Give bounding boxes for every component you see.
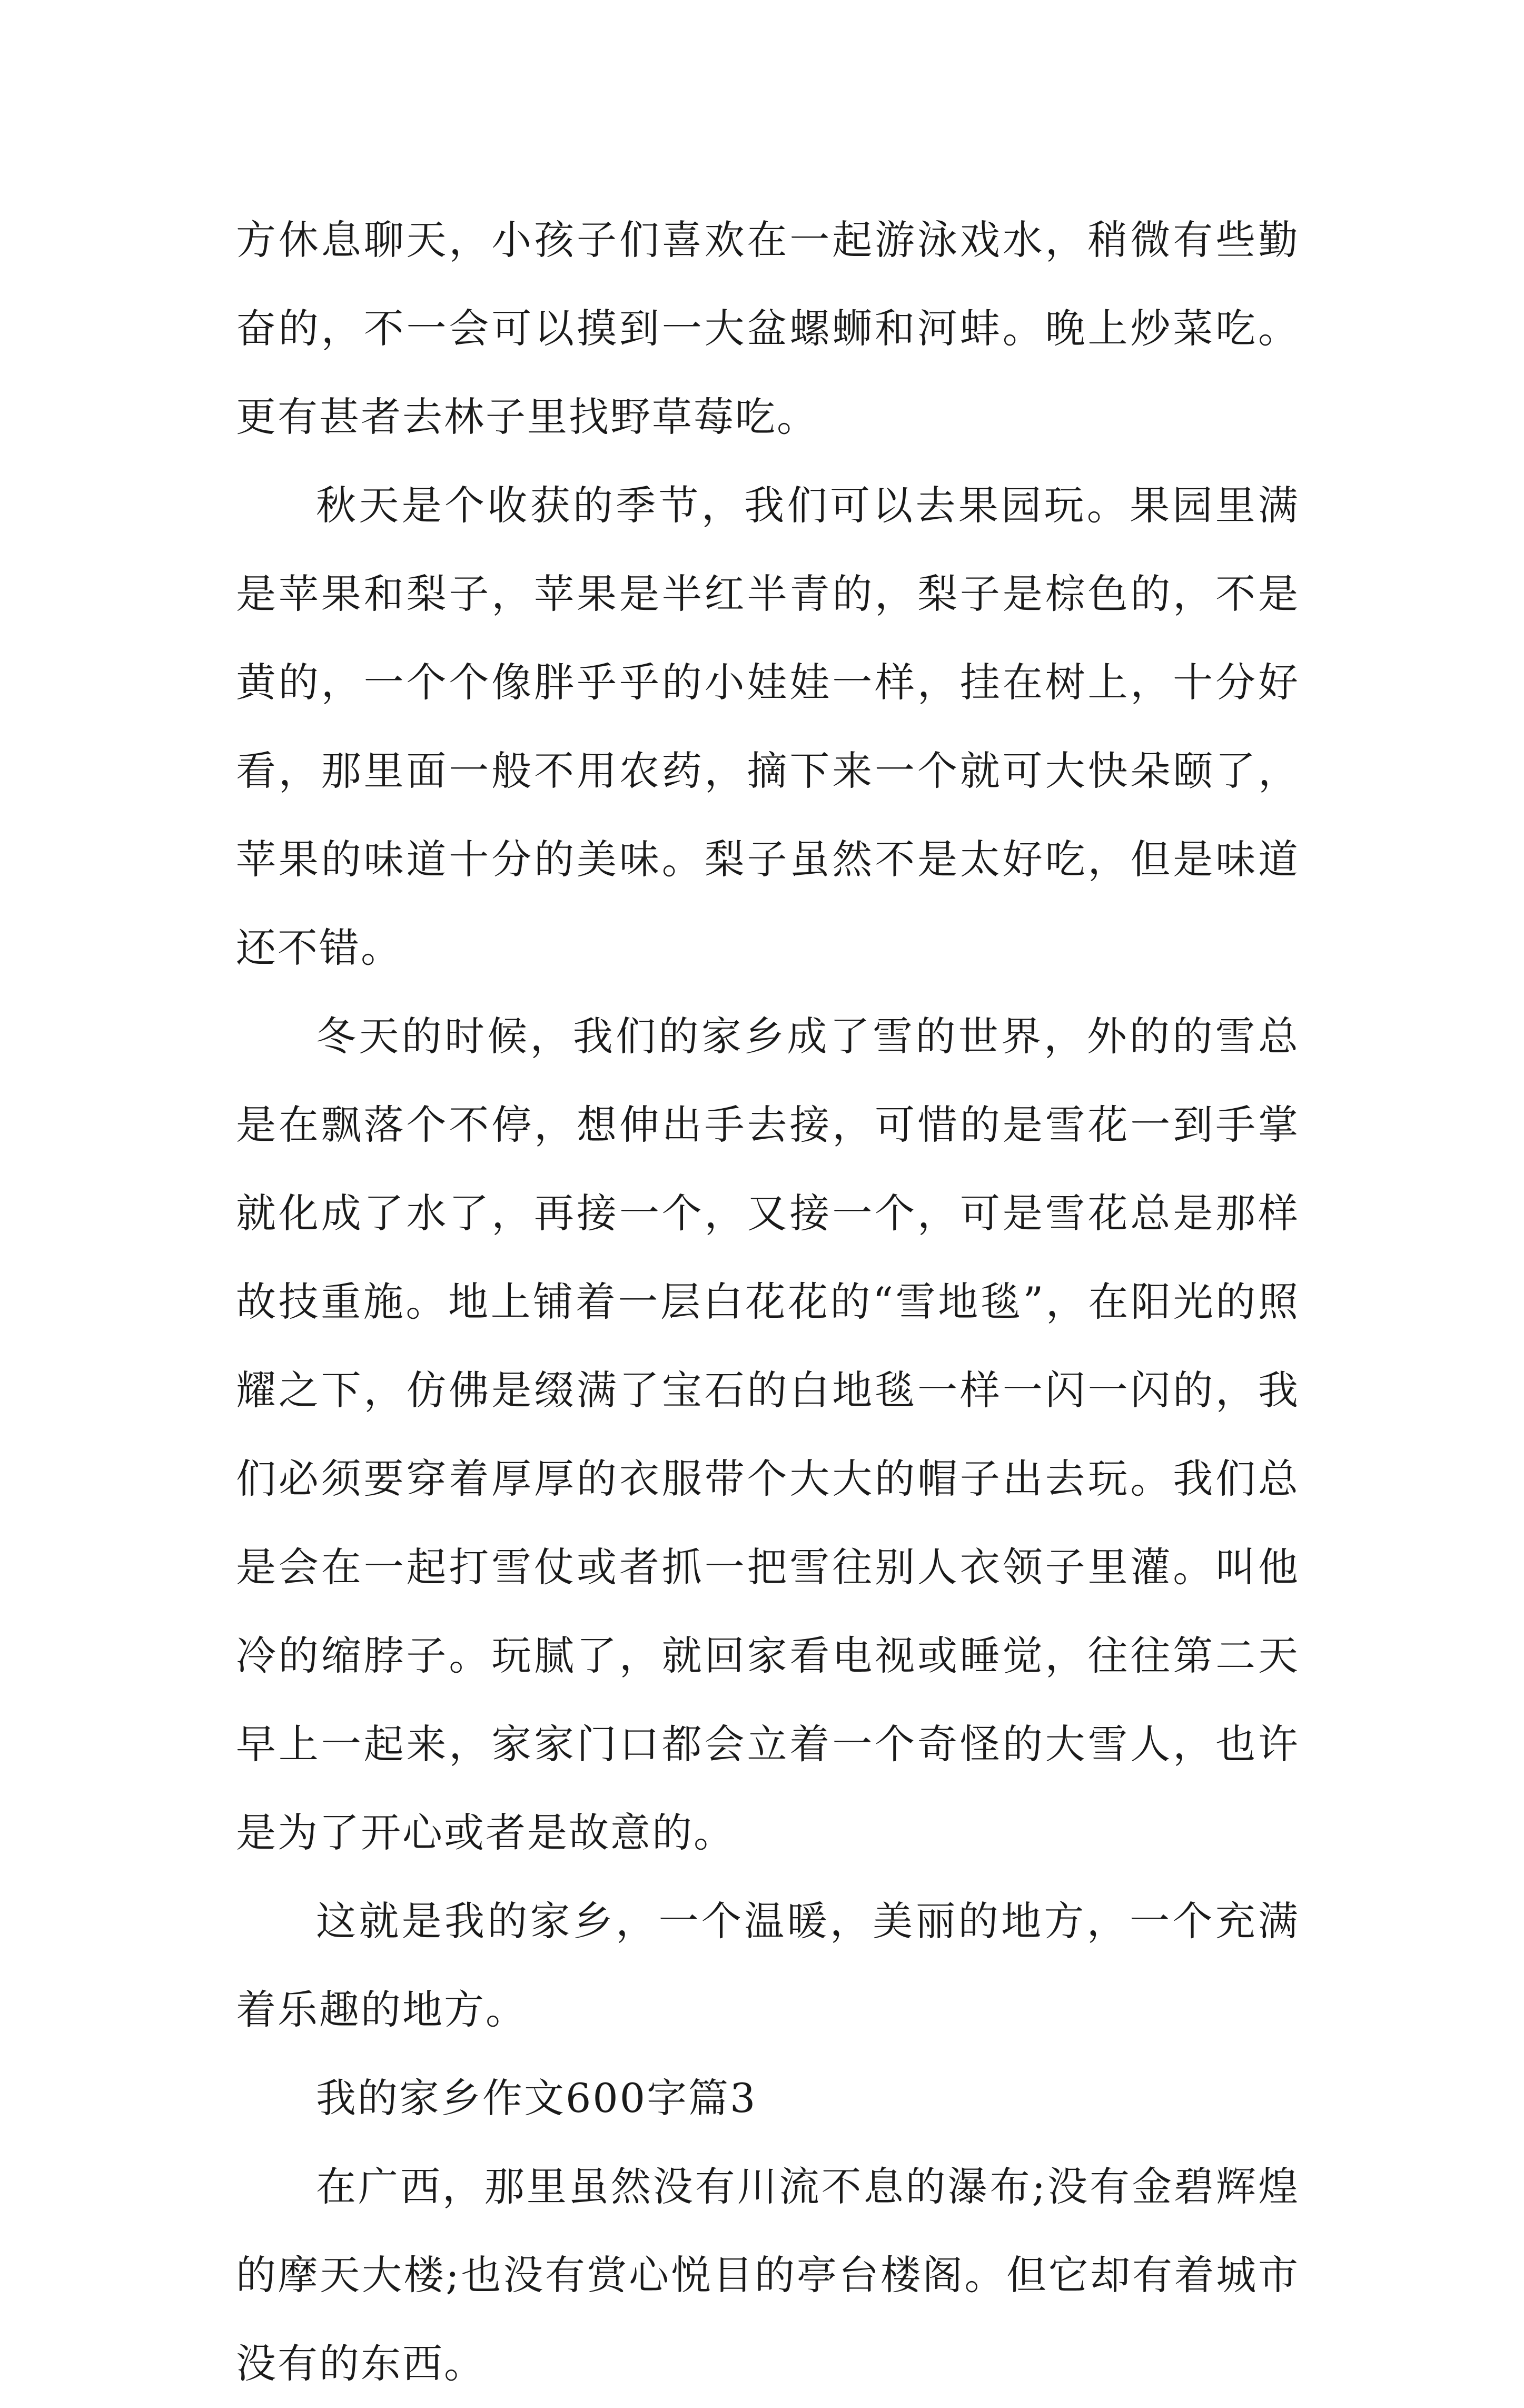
paragraph-guangxi: 在广西，那里虽然没有川流不息的瀑布;没有金碧辉煌的摩天大楼;也没有赏心悦目的亭台楼阁。但它却有着城市没有的东西。 bbox=[236, 2163, 1300, 2387]
article-body bbox=[236, 196, 1300, 2408]
paragraph-autumn: 秋天是个收获的季节，我们可以去果园玩。果园里满是苹果和梨子，苹果是半红半青的，梨子是棕色的，不是黄的，一个个像胖乎乎的小娃娃一样，挂在树上，十分好看，那里面一般不用农药，摘下来一个就可大快朵颐了，苹果的味道十分的美味。梨子虽然不是太好吃，但是味道还不错。 bbox=[236, 482, 1300, 971]
paragraph-winter: 冬天的时候，我们的家乡成了雪的世界，外的的雪总是在飘落个不停，想伸出手去接，可惜的是雪花一到手掌就化成了水了，再接一个，又接一个，可是雪花总是那样故技重施。地上铺着一层白花花的“雪地毯”，在阳光的照耀之下，仿佛是缀满了宝石的白地毯一样一闪一闪的，我们必须要穿着厚厚的衣服带个大大的帽子出去玩。我们总是会在一起打雪仗或者抓一把雪往别人衣领子里灌。叫他冷的缩脖子。玩腻了，就回家看电视或睡觉，往往第二天早上一起来，家家门口都会立着一个奇怪的大雪人，也许是为了开心或者是故意的。 bbox=[236, 1013, 1300, 1856]
essay-heading: 我的家乡作文600字篇3 bbox=[316, 2075, 757, 2121]
paragraph-summer-end: 方休息聊天，小孩子们喜欢在一起游泳戏水，稍微有些勤奋的，不一会可以摸到一大盆螺蛳和河蚌。晚上炒菜吃。更有甚者去林子里找野草莓吃。 bbox=[236, 216, 1300, 440]
paragraph-conclusion: 这就是我的家乡，一个温暖，美丽的地方，一个充满着乐趣的地方。 bbox=[236, 1898, 1300, 2033]
